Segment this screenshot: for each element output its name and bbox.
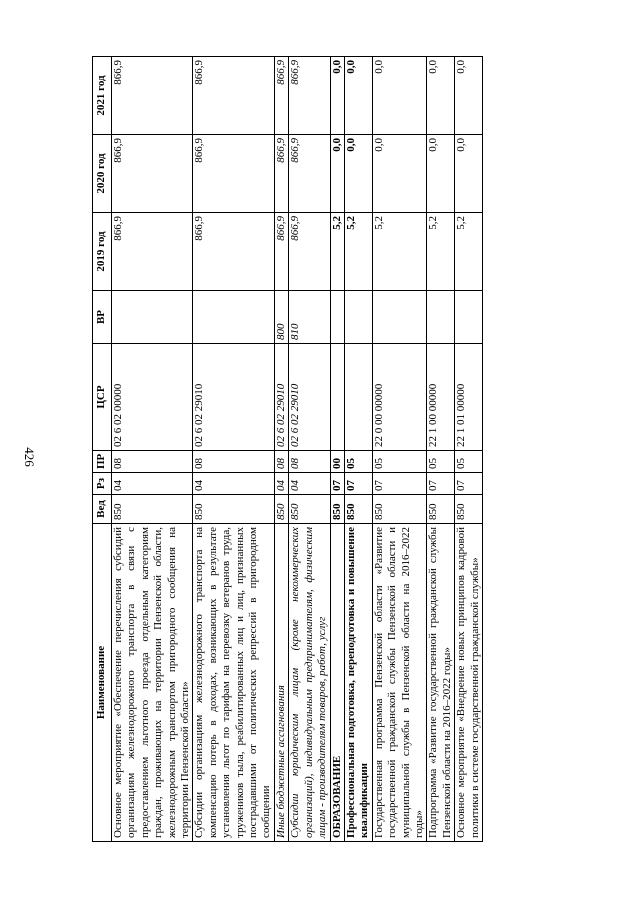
cell-2020: 866,9 bbox=[289, 135, 330, 213]
cell-ved: 850 bbox=[427, 495, 455, 524]
cell-name: Субсидии юридическим лицам (кроме некоммерческих организаций), индивидуальным предпринимателям, физическим лицам - производителям товаров, работ, услуг bbox=[289, 524, 330, 842]
cell-ved: 850 bbox=[344, 495, 372, 524]
cell-name: Государственная программа Пензенской области «Развитие государственной гражданской службы Пензенской области и муниципальной службы в Пензенской области на 2016–2022 годы» bbox=[372, 524, 427, 842]
column-header-2019: 2019 год bbox=[93, 213, 112, 291]
table-row bbox=[274, 57, 288, 842]
cell-vr bbox=[372, 291, 427, 344]
cell-2019: 866,9 bbox=[274, 213, 288, 291]
cell-name: Подпрограмма «Развитие государственной гражданской службы Пензенской области на 2016–2022 годы» bbox=[427, 524, 455, 842]
cell-pr: 08 bbox=[193, 451, 274, 473]
cell-ved: 850 bbox=[289, 495, 330, 524]
column-header-csr: ЦСР bbox=[93, 344, 112, 451]
table-row bbox=[427, 57, 455, 842]
cell-2020: 866,9 bbox=[274, 135, 288, 213]
cell-ved: 850 bbox=[112, 495, 193, 524]
table-row bbox=[112, 57, 193, 842]
cell-2021: 0,0 bbox=[372, 57, 427, 135]
cell-pr: 08 bbox=[112, 451, 193, 473]
cell-rz: 07 bbox=[427, 473, 455, 495]
cell-name: Иные бюджетные ассигнования bbox=[274, 524, 288, 842]
cell-csr: 22 1 00 00000 bbox=[427, 344, 455, 451]
table-header-row bbox=[93, 57, 112, 842]
table-row bbox=[330, 57, 344, 842]
table-row bbox=[193, 57, 274, 842]
cell-2019: 866,9 bbox=[289, 213, 330, 291]
cell-rz: 07 bbox=[455, 473, 483, 495]
cell-vr bbox=[455, 291, 483, 344]
cell-2021: 866,9 bbox=[193, 57, 274, 135]
cell-2019: 866,9 bbox=[112, 213, 193, 291]
rotated-table-container bbox=[92, 57, 534, 842]
cell-2020: 0,0 bbox=[330, 135, 344, 213]
cell-pr: 00 bbox=[330, 451, 344, 473]
cell-rz: 07 bbox=[372, 473, 427, 495]
cell-rz: 04 bbox=[289, 473, 330, 495]
cell-pr: 05 bbox=[344, 451, 372, 473]
cell-2021: 866,9 bbox=[112, 57, 193, 135]
column-header-2020: 2020 год bbox=[93, 135, 112, 213]
column-header-vr: ВР bbox=[93, 291, 112, 344]
column-header-pr: ПР bbox=[93, 451, 112, 473]
cell-rz: 07 bbox=[344, 473, 372, 495]
cell-2020: 0,0 bbox=[344, 135, 372, 213]
cell-ved: 850 bbox=[372, 495, 427, 524]
cell-pr: 05 bbox=[455, 451, 483, 473]
cell-csr: 02 6 02 29010 bbox=[274, 344, 288, 451]
cell-csr: 02 6 02 29010 bbox=[193, 344, 274, 451]
cell-2020: 866,9 bbox=[193, 135, 274, 213]
cell-2021: 866,9 bbox=[274, 57, 288, 135]
cell-2020: 866,9 bbox=[112, 135, 193, 213]
column-header-rz: Рз bbox=[93, 473, 112, 495]
cell-ved: 850 bbox=[330, 495, 344, 524]
cell-name: Субсидии организациям железнодорожного транспорта на компенсацию потерь в доходах, возникающих в результате установления льгот по тарифам на перевозку ветеранов труда, тружеников тыла, реабилитированных лиц и лиц, признанных пострадавшими от политических репрессий в пригородном сообщении bbox=[193, 524, 274, 842]
cell-ved: 850 bbox=[455, 495, 483, 524]
cell-2019: 5,2 bbox=[330, 213, 344, 291]
page-number: 426 bbox=[22, 447, 37, 467]
cell-csr: 22 1 01 00000 bbox=[455, 344, 483, 451]
column-header-name: Наименование bbox=[93, 524, 112, 842]
cell-name: Основное мероприятие «Внедрение новых принципов кадровой политики в системе государственной гражданской службы» bbox=[455, 524, 483, 842]
column-header-2021: 2021 год bbox=[93, 57, 112, 135]
cell-2019: 5,2 bbox=[372, 213, 427, 291]
cell-name: ОБРАЗОВАНИЕ bbox=[330, 524, 344, 842]
cell-vr bbox=[427, 291, 455, 344]
cell-vr bbox=[330, 291, 344, 344]
cell-ved: 850 bbox=[193, 495, 274, 524]
cell-2020: 0,0 bbox=[427, 135, 455, 213]
cell-2020: 0,0 bbox=[455, 135, 483, 213]
cell-2021: 0,0 bbox=[330, 57, 344, 135]
cell-2020: 0,0 bbox=[372, 135, 427, 213]
rotated-page-area bbox=[92, 57, 534, 842]
cell-csr bbox=[330, 344, 344, 451]
cell-csr bbox=[344, 344, 372, 451]
cell-pr: 05 bbox=[427, 451, 455, 473]
cell-rz: 04 bbox=[112, 473, 193, 495]
cell-2021: 866,9 bbox=[289, 57, 330, 135]
table-row bbox=[455, 57, 483, 842]
table-body bbox=[112, 57, 483, 842]
cell-vr bbox=[193, 291, 274, 344]
cell-pr: 08 bbox=[289, 451, 330, 473]
cell-csr: 22 0 00 00000 bbox=[372, 344, 427, 451]
cell-2019: 5,2 bbox=[455, 213, 483, 291]
cell-name: Профессиональная подготовка, переподготовка и повышение квалификации bbox=[344, 524, 372, 842]
cell-vr bbox=[344, 291, 372, 344]
budget-table bbox=[92, 56, 483, 842]
cell-pr: 05 bbox=[372, 451, 427, 473]
cell-2021: 0,0 bbox=[455, 57, 483, 135]
cell-vr: 800 bbox=[274, 291, 288, 344]
cell-2019: 5,2 bbox=[427, 213, 455, 291]
cell-pr: 08 bbox=[274, 451, 288, 473]
cell-vr bbox=[112, 291, 193, 344]
table-row bbox=[344, 57, 372, 842]
cell-rz: 04 bbox=[193, 473, 274, 495]
cell-2021: 0,0 bbox=[427, 57, 455, 135]
cell-rz: 04 bbox=[274, 473, 288, 495]
table-row bbox=[289, 57, 330, 842]
cell-ved: 850 bbox=[274, 495, 288, 524]
cell-name: Основное мероприятие «Обеспечение перечисления субсидий организациям железнодорожного транспорта в связи с предоставлением льготного проезда отдельным категориям граждан, проживающих на территории Пензенской области, железнодорожным транспортом пригородного сообщения на территории Пензенской области» bbox=[112, 524, 193, 842]
cell-csr: 02 6 02 00000 bbox=[112, 344, 193, 451]
column-header-ved: Вед bbox=[93, 495, 112, 524]
cell-rz: 07 bbox=[330, 473, 344, 495]
cell-2021: 0,0 bbox=[344, 57, 372, 135]
cell-2019: 5,2 bbox=[344, 213, 372, 291]
cell-2019: 866,9 bbox=[193, 213, 274, 291]
table-row bbox=[372, 57, 427, 842]
cell-csr: 02 6 02 29010 bbox=[289, 344, 330, 451]
cell-vr: 810 bbox=[289, 291, 330, 344]
